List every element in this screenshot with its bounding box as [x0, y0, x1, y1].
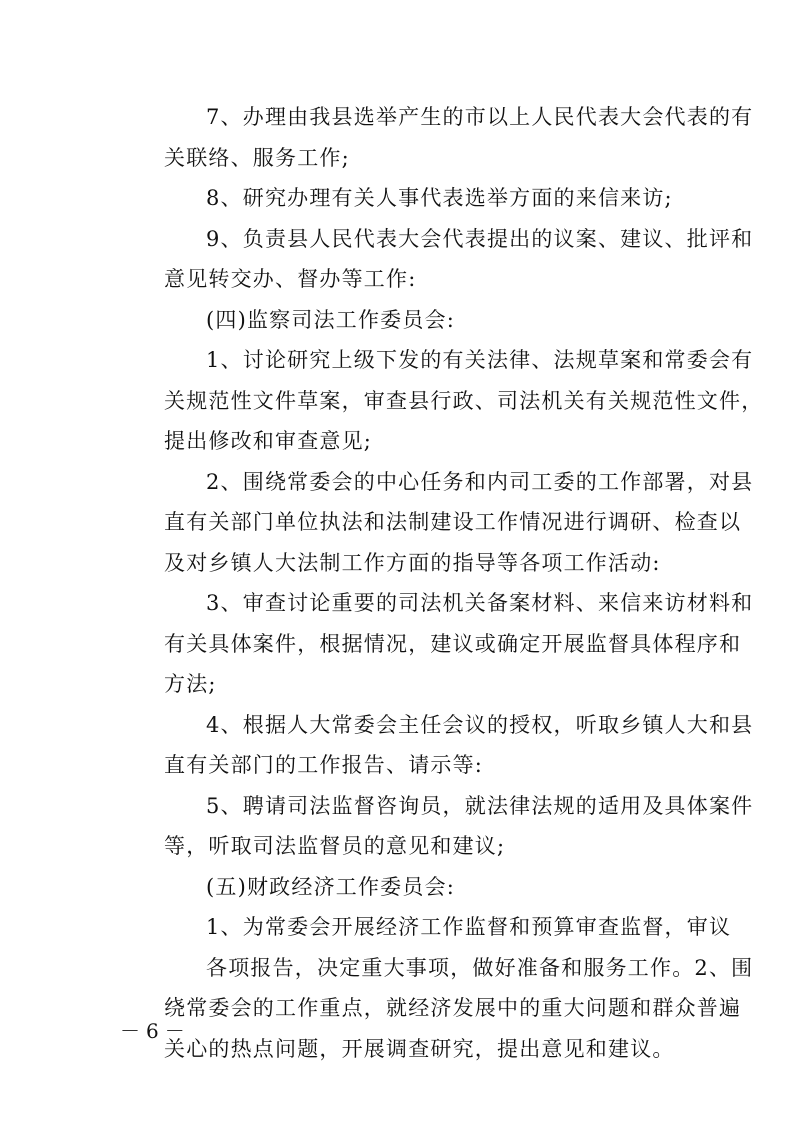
text-line: 关规范性文件草案，审查县行政、司法机关有关规范性文件，	[164, 388, 764, 413]
text-line: 5、聘请司法监督咨询员，就法律法规的适用及具体案件	[206, 793, 754, 818]
text-line: 提出修改和审查意见;	[164, 429, 373, 453]
text-line: 关心的热点问题，开展调查研究，提出意见和建议。	[164, 1036, 675, 1061]
page-number: －6－	[120, 1019, 191, 1043]
text-line: 2、围绕常委会的中心任务和内司工委的工作部署，对县	[206, 469, 754, 494]
text-line: 3、审查讨论重要的司法机关备案材料、来信来访材料和	[206, 591, 754, 615]
text-line: 方法;	[164, 672, 217, 696]
document-body	[122, 97, 764, 1069]
text-line: 绕常委会的工作重点，就经济发展中的重大问题和群众普遍	[164, 996, 742, 1020]
text-line: 直有关部门单位执法和法制建设工作情况进行调研、检查以	[164, 510, 742, 534]
text-line: 1、讨论研究上级下发的有关法律、法规草案和常委会有	[206, 348, 754, 372]
judicial-item-1-paragraph	[122, 340, 764, 462]
finance-item-1-paragraph	[122, 907, 754, 1069]
judicial-item-5-paragraph	[122, 786, 754, 867]
section-heading-text: (四)监察司法工作委员会:	[206, 307, 456, 332]
text-line: 7、办理由我县选举产生的市以上人民代表大会代表的有	[206, 105, 754, 129]
text-line: 意见转交办、督办等工作:	[164, 267, 417, 291]
text-line: 各项报告，决定重大事项，做好准备和服务工作。2、围	[206, 955, 754, 980]
text-line: 1、为常委会开展经济工作监督和预算审查监督，审议	[206, 915, 732, 939]
judicial-item-3-paragraph	[122, 583, 754, 705]
text-line: 及对乡镇人大法制工作方面的指导等各项工作活动:	[164, 550, 661, 575]
text-line: 8、研究办理有关人事代表选举方面的来信来访;	[206, 186, 673, 210]
item-9-paragraph	[122, 219, 754, 300]
section-heading-text: (五)财政经济工作委员会:	[206, 874, 456, 899]
section-heading-supervision-judicial	[122, 300, 682, 341]
text-line: 关联络、服务工作;	[164, 145, 350, 170]
text-line: 等，听取司法监督员的意见和建议;	[164, 834, 506, 858]
judicial-item-2-paragraph	[122, 462, 754, 584]
item-8-paragraph	[122, 178, 682, 219]
text-line: 直有关部门的工作报告、请示等:	[164, 753, 484, 777]
text-line: 9、负责县人民代表大会代表提出的议案、建议、批评和	[206, 226, 754, 251]
item-7-paragraph	[122, 97, 754, 178]
text-line: 有关具体案件，根据情况，建议或确定开展监督具体程序和	[164, 631, 742, 656]
text-line: 4、根据人大常委会主任会议的授权，听取乡镇人大和县	[206, 712, 754, 737]
section-heading-finance-economy	[122, 867, 682, 908]
judicial-item-4-paragraph	[122, 705, 754, 786]
